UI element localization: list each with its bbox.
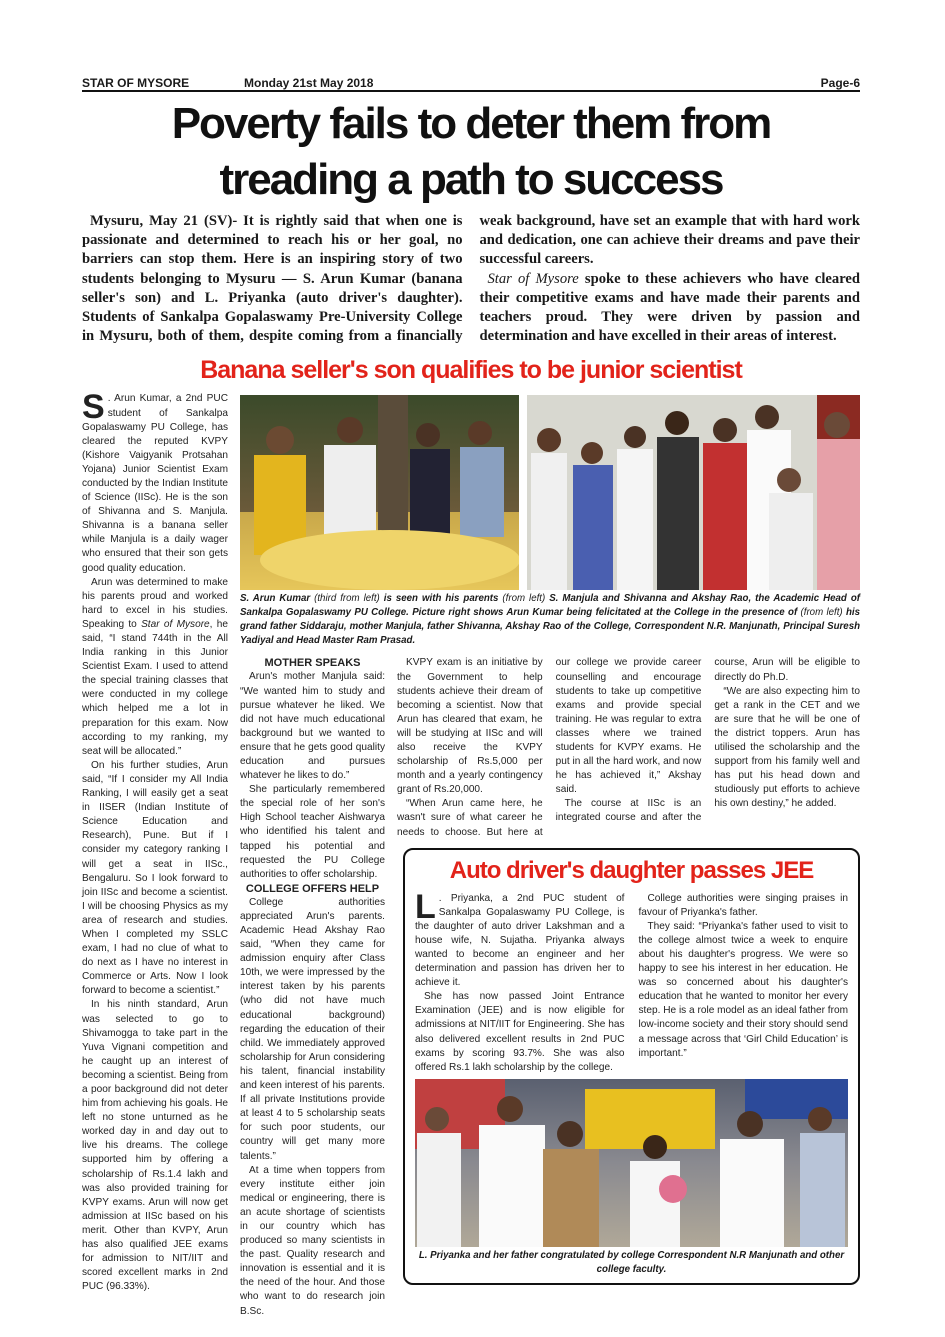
story2-box — [403, 848, 860, 1285]
photo-arun-with-parents — [240, 395, 519, 590]
page-number: Page-6 — [820, 76, 860, 90]
story1-paragraph-10: “When Arun came here, he wasn't sure of what career he needs to choose. But here at our college we provide career counselling and encourage students to take up competitive exams and provide special training. He was regular to extra classes where we trained students for KVPY exams. He put in all the hard work, and now he has achieved it,” Akshay said. — [397, 657, 702, 838]
story2-heading: Auto driver's daughter passes JEE — [449, 856, 814, 884]
intro-paragraph-1: Mysuru, May 21 (SV)- It is rightly said that when one is passionate and determined to reach his or her goal, no barriers can stop them. Here is an inspiring story of two students belonging to Mysuru — S. Arun Kumar (banana seller's son) and L. Priyanka (auto driver's daughter). Students of Sankalpa Gopalaswamy Pre-University College in Mysuru, both of them, despite coming from a financially weak background, have set an example that with hard work and dedication, one can achieve their dreams and pave their successful careers. — [82, 213, 860, 345]
story2-paragraph-3: College authorities were singing praises in favour of Priyanka's father. — [638, 892, 848, 918]
intro-paragraph-2 — [480, 270, 861, 347]
photo-priyanka-with-father — [415, 1079, 848, 1247]
story1-heading: Banana seller's son qualifies to be junior scientist — [200, 356, 742, 385]
story1-column-1 — [82, 388, 228, 1318]
story1-paragraph-9: KVPY exam is an initiative by the Government to help students achieve their dream of becoming a scientist. Now that Arun has cleared that exam, he will be studying at IISc and will also receive the KVPY scholarship of Rs.5,000 per month and a yearly contingency grant of Rs.20,000. — [397, 657, 543, 796]
story1-body — [82, 388, 861, 1318]
story1-paragraph-8: At a time when toppers from every institute either join medical or engineering, there is an acute shortage of scientists in our country which has produced so many scientists in the past. Quality research and innovation is essential and it is the need of the hour. And those who want to do research join B.Sc. — [240, 1164, 385, 1317]
story1-right-area — [240, 392, 860, 1318]
story1-paragraph-12: “We are also expecting him to get a rank in the CET and we are sure that he will be one of the district toppers. Arun has utilised the scholarship and the support from his family well and has put his head down and studiously put efforts to achieve his own destiny,” he added. — [714, 685, 860, 810]
story2-paragraph-4: They said: “Priyanka's father used to visit to the college almost twice a week to enquire about his daughter's progress. We were so happy to see his interest in her education. He was so concerned about his daughter's education that he wanted to monitor her every step. He is a role model as an ideal father from low-income society and their story should send a message across that ‘Girl Child Education’ is important.” — [638, 920, 848, 1059]
story1-paragraph-1: . Arun Kumar, a 2nd PUC student of Sankalpa Gopalaswamy PU College, has cleared the reputed KVPY (Kishore Vaigyanik Protsahan Yojana) Junior Scientist Exam conducted by the Indian Institute of Science (IISc). He is the son of Shivanna and S. Manjula. Shivanna is a banana seller while Manjula is a daily wager who ensured that their son gets good quality education. — [82, 393, 228, 574]
story1-paragraph-7: College authorities appreciated Arun's parents. Academic Head Akshay Rao said, “When they came for admission enquiry after Class 10th, we were impressed by the interest taken by his parents (who did not have much educational background) regarding the education of their child. We immediately approved scholarship for Arun considering his talent, financial instability and keen interest of his parents. If all private Institutions provide at least 4 to 5 scholarship seats for such poor students, our country will get many more talents.” — [240, 896, 385, 1162]
issue-date: Monday 21st May 2018 — [244, 76, 374, 90]
story1-paragraph-4: In his ninth standard, Arun was selected to go to Shivamogga to take part in the Yuva Vignani competition and he caught up an interest of becoming a scientist. Being from a poor background did not deter him from achieving his goals. He left no stone unturned as he worked day in and day out to live his dreams. The college supported him by offering a scholarship of Rs.1.4 lakh and was also provided training for KVPY exams. Arun will now get admission at IISc based on his merit. Other than KVPY, Arun has also qualified JEE exams for admission to NIT/IIT and scored excellent marks in 2nd PUC (96.33%). — [82, 999, 228, 1293]
people-illustration-icon — [240, 395, 519, 590]
story1-lower — [240, 656, 860, 1318]
story1-paragraph-5: Arun's mother Manjula said: “We wanted him to study and pursue whatever he liked. We did not have much educational background but we wanted to ensure that he gets good quality education and pursues whatever he likes to do.” — [240, 671, 385, 782]
story1-paragraph-2: Arun was determined to make his parents proud and worked hard to excel in his studies. Speaking to Star of Mysore, he said, “I stand 744th in the All India ranking in this Junior Scientist Exam. I used to attend the special training classes that were conducted in my college which helped me a lot in preparation for this exam. Now according to my ranking, my seat will be allocated.” — [82, 576, 228, 757]
story1-paragraph-3: On his further studies, Arun said, “If I consider my All India Ranking, I will easily get a seat in IISER (Indian Institute of Science Education and Research), Pune. But if I consider my category ranking I will get a seat in IISc., Bengaluru. So I look forward to join IISc and become a scientist. I will be choosing Physics as my area of research and studies. When I completed my SSLC exam, I had no clue of what to do next as I have no interest in Commerce or Arts. Now I look forward to become a scientist.” — [82, 759, 228, 997]
headline-line-1: Poverty fails to deter them from — [171, 99, 771, 148]
drop-cap: S — [82, 388, 105, 427]
headline-line-2: treading a path to success — [219, 155, 723, 204]
story1-column-2 — [240, 656, 385, 1318]
drop-cap: L — [415, 887, 436, 926]
publication-name: Star of Mysore — [487, 270, 579, 287]
story2-photo-caption: L. Priyanka and her father congratulated by college Correspondent N.R Manjunath and other college faculty. — [418, 1249, 845, 1275]
story1-right-lower — [397, 656, 860, 1318]
story1-paragraph-11: The course at IISc is an integrated course and after the course, Arun will be eligible to directly do Ph.D. — [555, 657, 860, 824]
intro-paragraph-2-text: spoke to these achievers who have cleared their competitive exams and have made their parents and teachers proud. They were driven by passion and determination and have excelled in their areas of interest. — [479, 270, 860, 345]
story2-paragraph-1: . Priyanka, a 2nd PUC student of Sankalpa Gopalaswamy PU College, is the daughter of auto driver Lakshman and a house wife, N. Sujatha. Priyanka always wanted to become an engineer and her determination and passion has driven her to achieve it. — [415, 892, 625, 989]
paper-name: STAR OF MYSORE — [82, 76, 190, 90]
subheading-mother-speaks: MOTHER SPEAKS — [264, 657, 361, 670]
story2-paragraph-2: She has now passed Joint Entrance Examination (JEE) and is now eligible for admissions at NIT/IIT for Engineering. She has also delivered excellent results in 2nd PUC exams by scoring 93.7%. She was also offered Rs.1 lakh scholarship by the college. — [415, 991, 625, 1073]
headline — [82, 92, 860, 208]
subheading-college-offers-help: COLLEGE OFFERS HELP — [245, 882, 380, 895]
people-illustration-icon — [527, 395, 860, 590]
story2-text — [415, 887, 848, 1075]
masthead-bar — [82, 74, 860, 92]
story1-columns-3-5 — [397, 656, 860, 839]
story1-photo-caption: S. Arun Kumar (third from left) is seen with his parents (from left) S. Manjula and Shivanna and Akshay Rao, the Academic Head of Sankalpa Gopalaswamy PU College. Picture right shows Arun Kumar being felicitated at the College in the presence of (from left) his grand father Siddaraju, mother Manjula, father Shivanna, Akshay Rao of the College, Correspondent N.R. Manjunath, Principal Suresh Yadiyal and Head Master Ram Prasad. — [240, 593, 861, 647]
newspaper-page — [82, 0, 860, 1319]
story1-photos — [240, 392, 860, 590]
people-illustration-icon — [415, 1079, 848, 1247]
intro-text — [82, 212, 860, 346]
story1-paragraph-6: She particularly remembered the special role of her son's High School teacher Aishwarya who identified his talent and tapped his potential and requested the PU College authorities to offer scholarship. — [240, 784, 385, 880]
photo-arun-felicitated — [527, 395, 860, 590]
